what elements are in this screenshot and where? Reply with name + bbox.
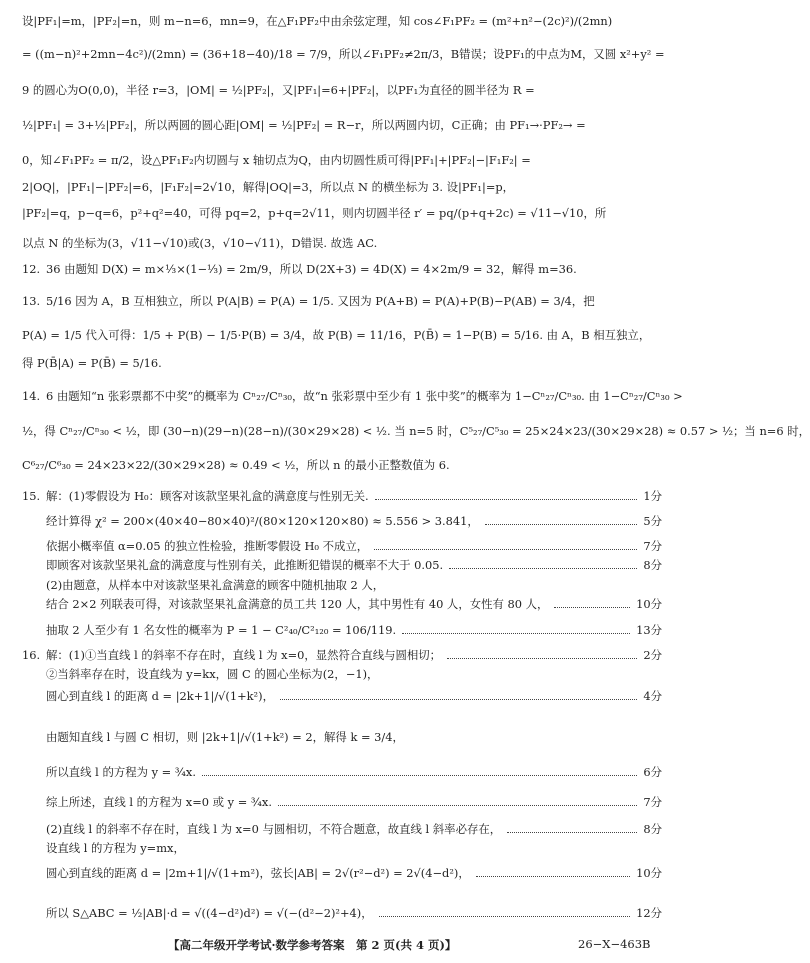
q15-text: 依据小概率值 α=0.05 的独立性检验，推断零假设 H₀ 不成立， xyxy=(46,539,369,553)
q15-text: 即顾客对该款坚果礼盒的满意度与性别有关，此推断犯错误的概率不大于 0.05. xyxy=(46,558,444,572)
leader-dots xyxy=(374,549,637,550)
question-number: 12. xyxy=(22,262,41,276)
q16-row xyxy=(46,689,662,703)
q11-continuation-line: 0，知∠F₁PF₂ = π/2，设△PF₁F₂内切圆与 x 轴切点为Q，由内切圆性质可得|PF₁|+|PF₂|−|F₁F₂| = xyxy=(22,153,531,167)
q11-continuation-line: |PF₂|=q，p−q=6，p²+q²=40，可得 pq=2，p+q=2√11，则内切圆半径 r′ = pq/(p+q+2c) = √11−√10，所 xyxy=(22,206,607,220)
leader-dots xyxy=(507,832,637,833)
leader-dots xyxy=(402,633,630,634)
q16-row xyxy=(46,866,662,880)
leader-dots xyxy=(485,524,638,525)
q15-text: 解：(1)零假设为 H₀：顾客对该款坚果礼盒的满意度与性别无关. xyxy=(46,489,369,503)
score: 10分 xyxy=(636,866,662,880)
score: 7分 xyxy=(643,539,662,553)
score: 12分 xyxy=(636,906,662,920)
q11-continuation-line: 9 的圆心为O(0,0)，半径 r=3，|OM| = ½|PF₂|，又|PF₁|=6+|PF₂|，以PF₁为直径的圆半径为 R = xyxy=(22,83,535,97)
q16-text: 解：(1)①当直线 l 的斜率不存在时，直线 l 为 x=0，显然符合直线与圆相切； xyxy=(46,648,442,662)
q12-text: 36 由题知 D(X) = m×⅓×(1−⅓) = 2m/9，所以 D(2X+3) = 4D(X) = 4×2m/9 = 32，解得 m=36. xyxy=(46,262,577,276)
q16-text: ②当斜率存在时，设直线为 y=kx，圆 C 的圆心坐标为(2，−1)， xyxy=(46,667,379,681)
q16-row xyxy=(46,906,662,920)
question-number: 16. xyxy=(22,648,41,662)
score: 10分 xyxy=(636,597,662,611)
question-number: 13. xyxy=(22,294,41,308)
q15-row xyxy=(46,623,662,637)
q13-answer-line: P(A) = 1/5 代入可得：1/5 + P(B) − 1/5·P(B) = 3/4，故 P(B) = 11/16，P(B̄) = 1−P(B) = 5/16. 由 A，B 相互独立， xyxy=(22,328,651,342)
leader-dots xyxy=(447,658,637,659)
q15-text: 结合 2×2 列联表可得，对该款坚果礼盒满意的员工共 120 人，其中男性有 40 人，女性有 80 人， xyxy=(46,597,549,611)
q15-row xyxy=(46,597,662,611)
q16-text: 所以 S△ABC = ½|AB|·d = √((4−d²)d²) = √(−(d²−2)²+4)， xyxy=(46,906,373,920)
q16-text: 综上所述，直线 l 的方程为 x=0 或 y = ¾x. xyxy=(46,795,272,809)
score: 7分 xyxy=(643,795,662,809)
q16-text: 圆心到直线 l 的距离 d = |2k+1|/√(1+k²)， xyxy=(46,689,274,703)
q11-continuation-line: 2|OQ|，|PF₁|−|PF₂|=6，|F₁F₂|=2√10，解得|OQ|=3，所以点 N 的横坐标为 3. 设|PF₁|=p， xyxy=(22,180,515,194)
q11-continuation-line: = ((m−n)²+2mn−4c²)/(2mn) = (36+18−40)/18 = 7/9，所以∠F₁PF₂≠2π/3，B错误；设PF₁的中点为M，又圆 x²+y² = xyxy=(22,47,665,61)
leader-dots xyxy=(375,499,638,500)
q14-text: 6 由题知“n 张彩票都不中奖”的概率为 Cⁿ₂₇/Cⁿ₃₀，故“n 张彩票中至少有 1 张中奖”的概率为 1−Cⁿ₂₇/Cⁿ₃₀. 由 1−Cⁿ₂₇/Cⁿ₃₀ > xyxy=(46,389,683,403)
q16-text: 圆心到直线的距离 d = |2m+1|/√(1+m²)，弦长|AB| = 2√(r²−d²) = 2√(4−d²)， xyxy=(46,866,470,880)
q11-continuation-line: 设|PF₁|=m，|PF₂|=n，则 m−n=6，mn=9，在△F₁PF₂中由余弦定理，知 cos∠F₁PF₂ = (m²+n²−(2c)²)/(2mn) xyxy=(22,14,613,28)
q14-answer-line: C⁶₂₇/C⁶₃₀ = 24×23×22/(30×29×28) ≈ 0.49 < ½，所以 n 的最小正整数值为 6. xyxy=(22,458,450,472)
leader-dots xyxy=(278,805,637,806)
q16-row xyxy=(22,648,662,662)
q16-text: 所以直线 l 的方程为 y = ¾x. xyxy=(46,765,196,779)
q11-continuation-line: ½|PF₁| = 3+½|PF₂|，所以两圆的圆心距|OM| = ½|PF₂| = R−r，所以两圆内切，C正确；由 PF₁→·PF₂→ = xyxy=(22,118,586,132)
q16-text: 设直线 l 的方程为 y=mx， xyxy=(46,841,185,855)
score: 6分 xyxy=(643,765,662,779)
leader-dots xyxy=(280,699,637,700)
q11-continuation-line: 以点 N 的坐标为(3，√11−√10)或(3，√10−√11)，D错误. 故选 AC. xyxy=(22,236,378,250)
q12-answer xyxy=(22,262,662,276)
q15-row xyxy=(46,558,662,572)
q15-text: 抽取 2 人至少有 1 名女性的概率为 P = 1 − C²₄₀/C²₁₂₀ = 106/119. xyxy=(46,623,397,637)
q15-row xyxy=(46,539,662,553)
q16-text: 由题知直线 l 与圆 C 相切，则 |2k+1|/√(1+k²) = 2，解得 k = 3/4， xyxy=(46,730,404,744)
question-number: 15. xyxy=(22,489,41,503)
q13-answer xyxy=(22,294,662,308)
score: 13分 xyxy=(636,623,662,637)
footer-title: 【高二年级开学考试·数学参考答案 第 2 页(共 4 页)】 xyxy=(168,938,457,952)
score: 8分 xyxy=(643,558,662,572)
leader-dots xyxy=(202,775,637,776)
q15-row xyxy=(46,514,662,528)
footer-code: 26−X−463B xyxy=(578,937,651,951)
score: 2分 xyxy=(643,648,662,662)
q16-row xyxy=(46,765,662,779)
leader-dots xyxy=(554,607,630,608)
q14-answer xyxy=(22,389,683,403)
q15-text: (2)由题意，从样本中对该款坚果礼盒满意的顾客中随机抽取 2 人， xyxy=(46,578,385,592)
leader-dots xyxy=(379,916,631,917)
q14-answer-line: ½，得 Cⁿ₂₇/Cⁿ₃₀ < ½，即 (30−n)(29−n)(28−n)/(30×29×28) < ½. 当 n=5 时，C⁵₂₇/C⁵₃₀ = 25×24×23/(30×29×28) ≈ 0.57 > ½；当 n=6 时， xyxy=(22,424,810,438)
q16-row xyxy=(46,822,662,836)
q13-text: 5/16 因为 A，B 互相独立，所以 P(A|B) = P(A) = 1/5. 又因为 P(A+B) = P(A)+P(B)−P(AB) = 3/4，把 xyxy=(46,294,595,308)
q16-row xyxy=(46,795,662,809)
score: 8分 xyxy=(643,822,662,836)
leader-dots xyxy=(449,568,637,569)
q13-answer-line: 得 P(B̄|A) = P(B̄) = 5/16. xyxy=(22,356,162,370)
score: 5分 xyxy=(643,514,662,528)
q16-text: (2)直线 l 的斜率不存在时，直线 l 为 x=0 与圆相切，不符合题意，故直线 l 斜率必存在， xyxy=(46,822,502,836)
q15-text: 经计算得 χ² = 200×(40×40−80×40)²/(80×120×120×80) ≈ 5.556 > 3.841， xyxy=(46,514,479,528)
score: 4分 xyxy=(643,689,662,703)
leader-dots xyxy=(476,876,630,877)
q15-row xyxy=(22,489,662,503)
score: 1分 xyxy=(643,489,662,503)
question-number: 14. xyxy=(22,389,41,403)
